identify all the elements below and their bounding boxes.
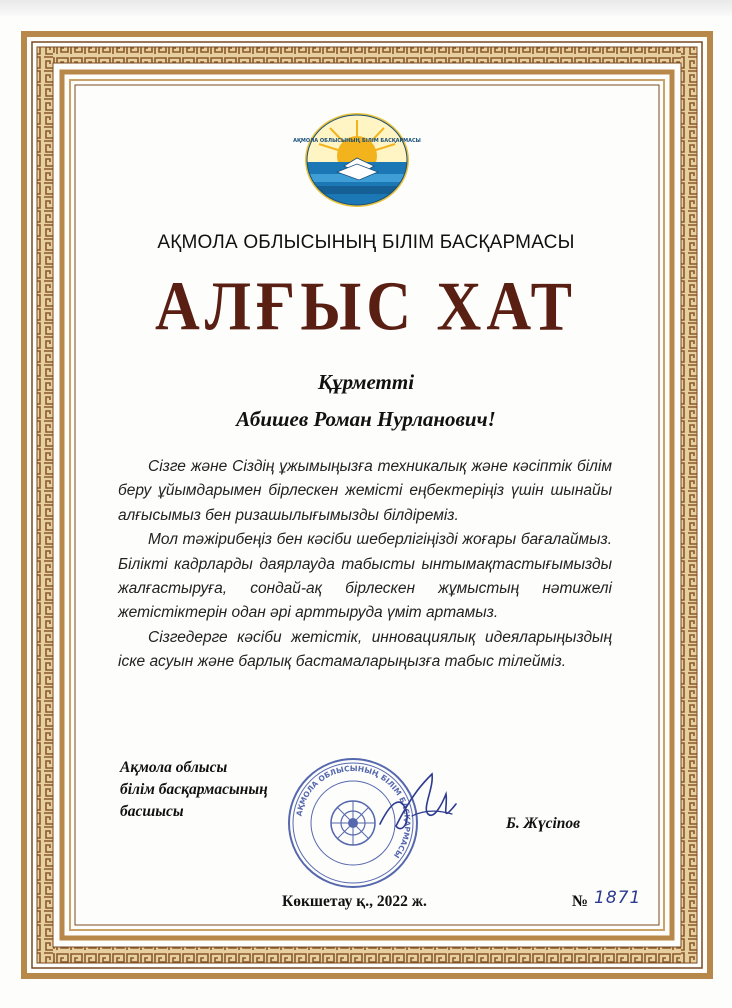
- signatory-name: Б. Жүсіпов: [506, 815, 581, 832]
- signatory-title-line: білім басқармасының: [120, 781, 268, 798]
- signatory-title-line: басшысы: [120, 803, 184, 820]
- letter-body: [118, 455, 612, 675]
- signatory-title: [120, 757, 268, 823]
- document-number-value: 1871: [594, 888, 642, 908]
- paragraph-gratitude: Сізге және Сіздің ұжымыңызға техникалық және кәсіптік білім беру ұйымдарымен бірлескен жемісті еңбектеріңіз үшін шынайы алғысымыз бен ризашылығымызды білдіреміз.: [118, 458, 612, 524]
- organization-title: АҚМОЛА ОБЛЫСЫНЫҢ БІЛІМ БАСҚАРМАСЫ: [157, 232, 575, 253]
- stamp-text: АҚМОЛА ОБЛЫСЫНЫҢ БІЛІМ БАСҚАРМАСЫ: [294, 763, 413, 860]
- document-number-label: №: [572, 893, 589, 910]
- salutation-honorific: Құрметті: [317, 370, 415, 394]
- education-department-logo: [293, 112, 421, 208]
- paragraph-wishes: Сізгедерге кәсіби жетістік, инновациялық идеяларыңыздың іске асуын және барлық бастамаларыңызға табыс тілейміз.: [118, 628, 612, 671]
- logo-text: АҚМОЛА ОБЛЫСЫНЫҢ БІЛІМ БАСҚАРМАСЫ: [293, 138, 421, 144]
- handwritten-signature: [372, 764, 462, 844]
- place-and-date: Көкшетау қ., 2022 ж.: [282, 893, 427, 910]
- signatory-title-line: Ақмола облысы: [120, 759, 228, 776]
- paragraph-appreciation: Мол тәжірибеңіз бен кәсіби шеберлігіңізді жоғары бағалаймыз. Білікті кадрларды даярлауда табысты ынтымақтастығымызды жалғастыруға, сондай-ақ бірлескен жұмыстың нәтижелі жетістіктерін одан әрі арттыруда үміт артамыз.: [118, 531, 612, 622]
- recipient-name: Абишев Роман Нурланович!: [236, 407, 496, 431]
- document-title: АЛҒЫС ХАТ: [154, 269, 578, 346]
